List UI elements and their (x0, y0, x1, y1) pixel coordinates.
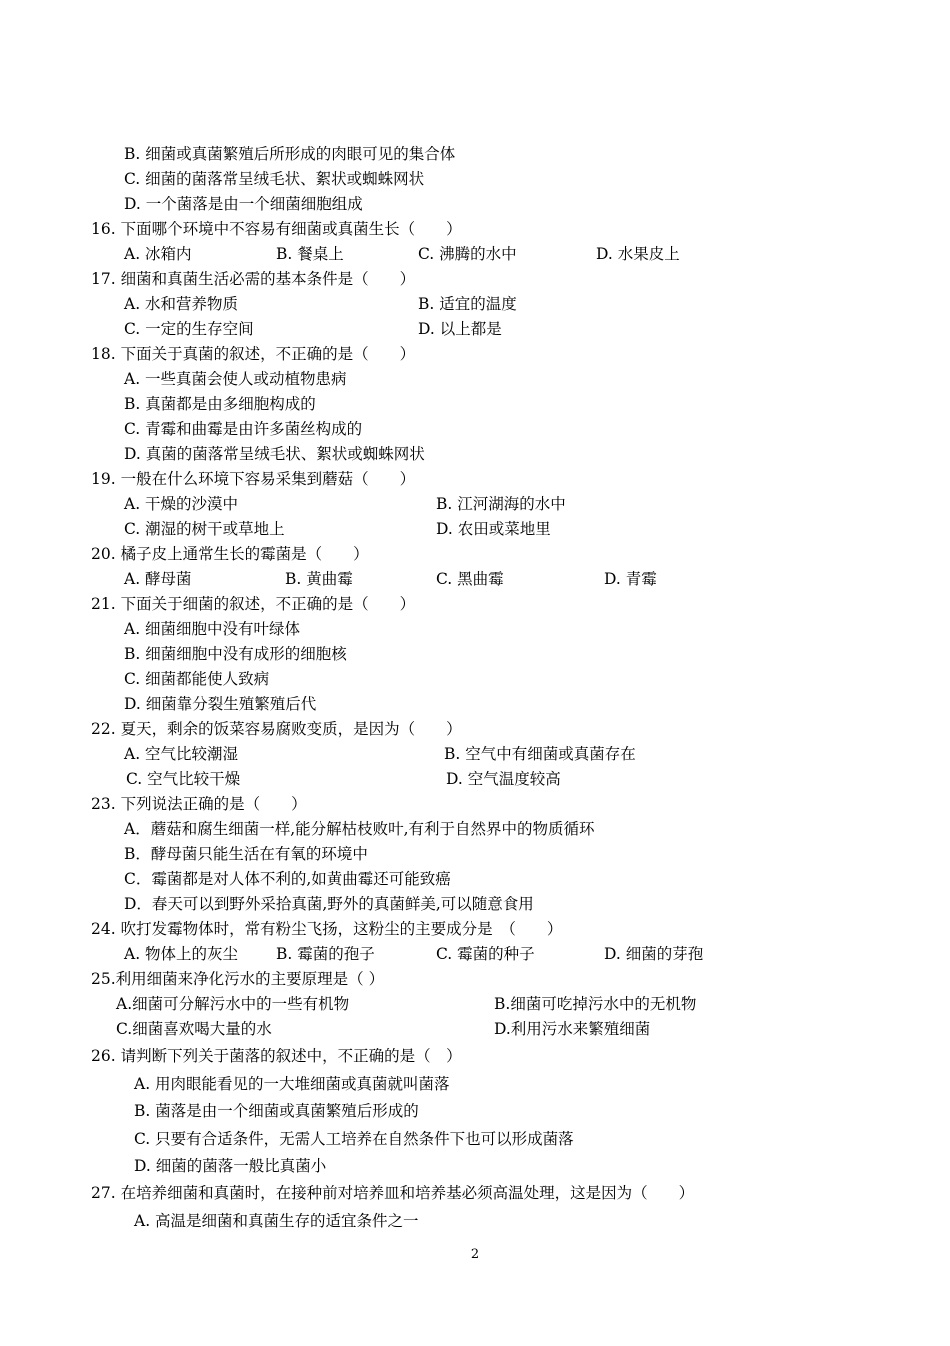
question-stem: 18. 下面关于真菌的叙述，不正确的是（ ） (91, 345, 416, 363)
answer-option: B. 黄曲霉 (285, 570, 353, 588)
question-stem: 21. 下面关于细菌的叙述，不正确的是（ ） (91, 595, 416, 613)
question-stem: 22. 夏天，剩余的饭菜容易腐败变质，是因为（ ） (91, 720, 462, 738)
answer-option: C. 青霉和曲霉是由许多菌丝构成的 (124, 420, 363, 438)
answer-option: C. 空气比较干燥 (126, 770, 241, 788)
answer-option: D. 细菌的芽孢 (604, 945, 704, 963)
answer-option: D. 水果皮上 (596, 245, 680, 263)
answer-option: D. 空气温度较高 (446, 770, 561, 788)
answer-option: A．蘑菇和腐生细菌一样,能分解枯枝败叶,有利于自然界中的物质循环 (124, 820, 595, 838)
answer-option: A. 酵母菌 (124, 570, 192, 588)
question-stem: 26. 请判断下列关于菌落的叙述中，不正确的是（ ） (91, 1047, 462, 1065)
answer-option: C. 霉菌的种子 (436, 945, 535, 963)
answer-option: C. 黑曲霉 (436, 570, 504, 588)
answer-option: C．霉菌都是对人体不利的,如黄曲霉还可能致癌 (124, 870, 451, 888)
question-stem: 19. 一般在什么环境下容易采集到蘑菇（ ） (91, 470, 416, 488)
answer-option: A. 细菌细胞中没有叶绿体 (124, 620, 301, 638)
answer-option: D. 青霉 (604, 570, 657, 588)
answer-option: D．春天可以到野外采拾真菌,野外的真菌鲜美,可以随意食用 (124, 895, 534, 913)
answer-option: A. 物体上的灰尘 (124, 945, 239, 963)
answer-option: B. 霉菌的孢子 (276, 945, 375, 963)
answer-option: D. 细菌靠分裂生殖繁殖后代 (124, 695, 317, 713)
answer-option: B. 餐桌上 (276, 245, 344, 263)
question-stem: 16. 下面哪个环境中不容易有细菌或真菌生长（ ） (91, 220, 462, 238)
answer-option: C. 潮湿的树干或草地上 (124, 520, 285, 538)
answer-option: C. 细菌的菌落常呈绒毛状、絮状或蜘蛛网状 (124, 170, 425, 188)
answer-option: B.细菌可吃掉污水中的无机物 (494, 995, 697, 1013)
question-stem: 23. 下列说法正确的是（ ） (91, 795, 307, 813)
answer-option: C.细菌喜欢喝大量的水 (116, 1020, 272, 1038)
answer-option: A. 用肉眼能看见的一大堆细菌或真菌就叫菌落 (134, 1075, 450, 1093)
answer-option: D.利用污水来繁殖细菌 (494, 1020, 651, 1038)
answer-option: B．酵母菌只能生活在有氧的环境中 (124, 845, 368, 863)
answer-option: D. 以上都是 (418, 320, 502, 338)
answer-option: C. 细菌都能使人致病 (124, 670, 270, 688)
answer-option: B. 空气中有细菌或真菌存在 (444, 745, 636, 763)
answer-option: B. 菌落是由一个细菌或真菌繁殖后形成的 (134, 1102, 419, 1120)
answer-option: A.细菌可分解污水中的一些有机物 (116, 995, 350, 1013)
answer-option: A. 冰箱内 (124, 245, 192, 263)
answer-option: D. 细菌的菌落一般比真菌小 (134, 1157, 327, 1175)
answer-option: B. 适宜的温度 (418, 295, 517, 313)
answer-option: D. 一个菌落是由一个细菌细胞组成 (124, 195, 363, 213)
answer-option: C. 一定的生存空间 (124, 320, 254, 338)
question-stem: 25.利用细菌来净化污水的主要原理是（ ） (91, 970, 385, 988)
question-stem: 24. 吹打发霉物体时，常有粉尘飞扬，这粉尘的主要成分是 （ ） (91, 920, 563, 938)
answer-option: C. 沸腾的水中 (418, 245, 517, 263)
answer-option: A. 水和营养物质 (124, 295, 239, 313)
question-stem: 20. 橘子皮上通常生长的霉菌是（ ） (91, 545, 369, 563)
answer-option: A. 空气比较潮湿 (124, 745, 239, 763)
answer-option: A. 一些真菌会使人或动植物患病 (124, 370, 347, 388)
answer-option: D. 农田或菜地里 (436, 520, 551, 538)
question-stem: 27. 在培养细菌和真菌时，在接种前对培养皿和培养基必须高温处理，这是因为（ ） (91, 1184, 695, 1202)
answer-option: B. 江河湖海的水中 (436, 495, 566, 513)
answer-option: B. 细菌细胞中没有成形的细胞核 (124, 645, 347, 663)
question-stem: 17. 细菌和真菌生活必需的基本条件是（ ） (91, 270, 416, 288)
answer-option: D. 真菌的菌落常呈绒毛状、絮状或蜘蛛网状 (124, 445, 425, 463)
answer-option: A. 干燥的沙漠中 (124, 495, 239, 513)
page-number: 2 (470, 1247, 480, 1262)
answer-option: B. 真菌都是由多细胞构成的 (124, 395, 316, 413)
answer-option: A. 高温是细菌和真菌生存的适宜条件之一 (134, 1212, 419, 1230)
answer-option: B. 细菌或真菌繁殖后所形成的肉眼可见的集合体 (124, 145, 456, 163)
answer-option: C. 只要有合适条件，无需人工培养在自然条件下也可以形成菌落 (134, 1130, 574, 1148)
